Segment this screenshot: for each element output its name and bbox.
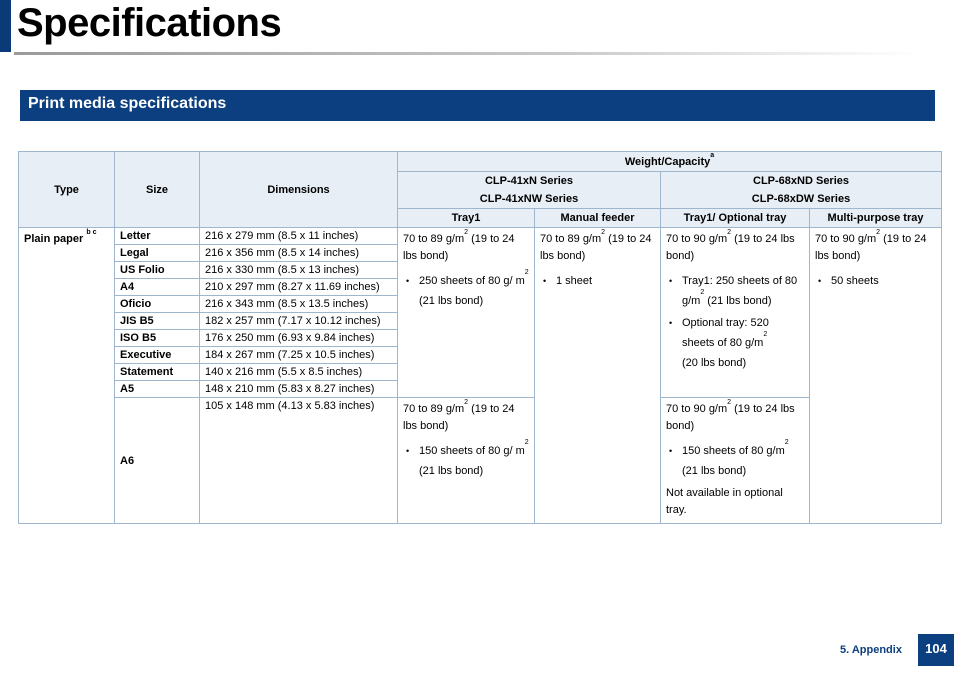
header-manual-feeder: Manual feeder xyxy=(535,209,661,228)
type-cell: Plain paper $^{b c}$ xyxy=(19,228,115,524)
section-title: Print media specifications xyxy=(28,95,227,112)
dimensions-cell: 216 x 279 mm (8.5 x 11 inches) xyxy=(200,228,398,245)
section-header xyxy=(20,90,935,121)
dimensions-cell: 216 x 330 mm (8.5 x 13 inches) xyxy=(200,262,398,279)
tray1-a6-cell: 70 to 89 $g/m^2$ (19 to 24 lbs bond) • 150 sheets of 80 g/ $m^2$ (21 lbs bond) xyxy=(398,398,535,524)
dimensions-cell: 176 x 250 mm (6.93 x 9.84 inches) xyxy=(200,330,398,347)
print-media-spec-table xyxy=(18,151,942,524)
dimensions-cell: 148 x 210 mm (5.83 x 8.27 inches) xyxy=(200,381,398,398)
size-cell: Oficio xyxy=(115,296,200,313)
size-cell: Letter xyxy=(115,228,200,245)
table-row xyxy=(19,398,942,524)
header-tray1: Tray1 xyxy=(398,209,535,228)
dimensions-cell: 184 x 267 mm (7.25 x 10.5 inches) xyxy=(200,347,398,364)
dimensions-cell: 105 x 148 mm (4.13 x 5.83 inches) xyxy=(200,398,398,524)
header-multi-purpose: Multi-purpose tray xyxy=(810,209,942,228)
header-series-a-line1: CLP-41xN Series xyxy=(398,172,661,191)
page-title: Specifications xyxy=(17,1,282,45)
header-dimensions: Dimensions xyxy=(200,152,398,228)
header-weight-capacity: Weight/Capacity$^a$ xyxy=(398,152,942,172)
page-number: 104 xyxy=(918,634,954,666)
multi-purpose-cell: 70 to 90 $g/m^2$ (19 to 24 lbs bond) • 50 sheets xyxy=(810,228,942,524)
header-series-a-line2: CLP-41xNW Series xyxy=(398,190,661,209)
optional-tray-cell: 70 to 90 $g/m^2$ (19 to 24 lbs bond) • Tray1: 250 sheets of 80 $g/m^2$ (21 lbs bond) • Optional tray: 520 sheets of 80 $g/m^2$ (20 lbs bond) xyxy=(661,228,810,398)
size-cell: ISO B5 xyxy=(115,330,200,347)
size-cell: Statement xyxy=(115,364,200,381)
header-type: Type xyxy=(19,152,115,228)
header-size: Size xyxy=(115,152,200,228)
header-series-b-line2: CLP-68xDW Series xyxy=(661,190,942,209)
tray1-cell: 70 to 89 $g/m^2$ (19 to 24 lbs bond) • 250 sheets of 80 g/ $m^2$ (21 lbs bond) xyxy=(398,228,535,398)
header-series-b-line1: CLP-68xND Series xyxy=(661,172,942,191)
size-cell: A5 xyxy=(115,381,200,398)
dimensions-cell: 182 x 257 mm (7.17 x 10.12 inches) xyxy=(200,313,398,330)
dimensions-cell: 210 x 297 mm (8.27 x 11.69 inches) xyxy=(200,279,398,296)
title-divider xyxy=(14,52,919,55)
manual-feeder-cell: 70 to 89 $g/m^2$ (19 to 24 lbs bond) • 1 sheet xyxy=(535,228,661,524)
size-cell: A6 xyxy=(115,398,200,524)
footer-chapter-label: 5. Appendix xyxy=(840,644,902,656)
title-accent-bar xyxy=(0,0,11,52)
dimensions-cell: 140 x 216 mm (5.5 x 8.5 inches) xyxy=(200,364,398,381)
table-row xyxy=(19,228,942,245)
size-cell: US Folio xyxy=(115,262,200,279)
header-tray1-optional: Tray1/ Optional tray xyxy=(661,209,810,228)
size-cell: A4 xyxy=(115,279,200,296)
size-cell: Executive xyxy=(115,347,200,364)
dimensions-cell: 216 x 343 mm (8.5 x 13.5 inches) xyxy=(200,296,398,313)
size-cell: Legal xyxy=(115,245,200,262)
optional-tray-a6-cell: 70 to 90 $g/m^2$ (19 to 24 lbs bond) • 150 sheets of 80 $g/m^2$ (21 lbs bond) Not available in optional tray. xyxy=(661,398,810,524)
dimensions-cell: 216 x 356 mm (8.5 x 14 inches) xyxy=(200,245,398,262)
size-cell: JIS B5 xyxy=(115,313,200,330)
